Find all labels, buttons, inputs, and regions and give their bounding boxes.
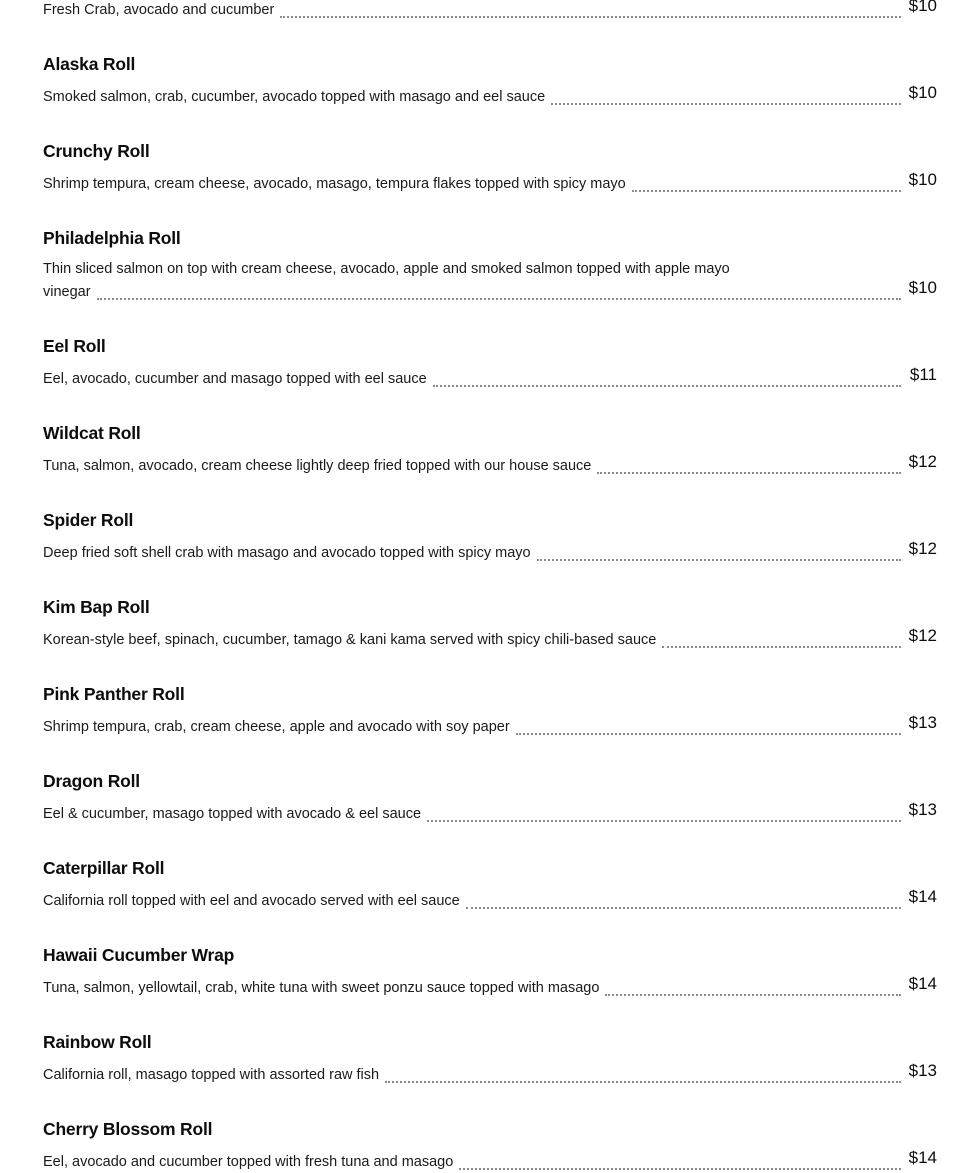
menu-item-name: Cherry Blossom Roll [43, 1119, 213, 1139]
menu-item-price: $12 [908, 626, 937, 645]
menu-item-description-row [43, 367, 937, 390]
menu-item-name: Crunchy Roll [43, 141, 150, 161]
menu-item-price: $12 [908, 539, 937, 558]
menu-item-description: Shrimp tempura, crab, cream cheese, apple and avocado with soy paper [43, 719, 510, 735]
menu-item-description: California roll topped with eel and avocado served with eel sauce [43, 893, 460, 909]
menu-item-name: Kim Bap Roll [43, 597, 150, 617]
menu-item-price: $10 [908, 170, 937, 189]
menu-item-description-row [43, 802, 937, 825]
menu-item-price: $13 [908, 800, 937, 819]
menu-item-description: Smoked salmon, crab, cucumber, avocado topped with masago and eel sauce [43, 89, 546, 105]
dotted-leader [433, 376, 901, 390]
menu-item-description-row [43, 1063, 937, 1086]
menu-item-name: Philadelphia Roll [43, 228, 181, 248]
menu-item-price: $14 [908, 887, 937, 906]
dotted-leader [605, 985, 901, 999]
menu-item-description: Eel, avocado and cucumber topped with fresh tuna and masago [43, 1154, 454, 1170]
menu-item-price: $10 [908, 278, 937, 297]
menu-item-name: Hawaii Cucumber Wrap [43, 945, 235, 965]
menu-item-description-row [43, 0, 937, 21]
dotted-leader [427, 811, 901, 825]
menu-item-description: Tuna, salmon, avocado, cream cheese lightly deep fried topped with our house sauce [43, 458, 592, 474]
menu-item-description: California roll, masago topped with assorted raw fish [43, 1067, 380, 1083]
dotted-leader [516, 724, 901, 738]
menu-item-price: $13 [908, 1061, 937, 1080]
menu-item-name: Dragon Roll [43, 771, 140, 791]
menu-item-price: $10 [908, 0, 937, 15]
dotted-leader [551, 94, 901, 108]
menu-item-description-row [43, 541, 937, 564]
menu-item-description-row [43, 715, 937, 738]
dotted-leader [537, 550, 901, 564]
menu-item-description: Tuna, salmon, yellowtail, crab, white tuna with sweet ponzu sauce topped with masago [43, 980, 600, 996]
menu-item-price: $13 [908, 713, 937, 732]
menu-item-name: Alaska Roll [43, 54, 136, 74]
dotted-leader [385, 1072, 901, 1086]
dotted-leader [662, 637, 901, 651]
menu-item-description-row [43, 85, 937, 108]
menu-item-description-row [43, 889, 937, 912]
menu-item-price: $14 [908, 1148, 937, 1167]
menu-item-description: Fresh Crab, avocado and cucumber [43, 2, 275, 18]
menu-item-description-row [43, 976, 937, 999]
dotted-leader [597, 463, 901, 477]
menu-item-price: $12 [908, 452, 937, 471]
menu-item-name: Eel Roll [43, 336, 106, 356]
menu-item-description-row [43, 172, 937, 195]
dotted-leader [466, 898, 901, 912]
menu-item-description: Thin sliced salmon on top with cream cheese, avocado, apple and smoked salmon topped with apple mayo [43, 261, 730, 277]
menu-item-price: $11 [909, 365, 937, 384]
menu-item-name: Rainbow Roll [43, 1032, 152, 1052]
menu-item-description: Eel & cucumber, masago topped with avocado & eel sauce [43, 806, 422, 822]
dotted-leader [459, 1159, 901, 1173]
menu-item-description-row [43, 454, 937, 477]
menu-item-description-row [43, 259, 937, 303]
menu-item-name: Spider Roll [43, 510, 134, 530]
menu-item-description: Korean-style beef, spinach, cucumber, tamago & kani kama served with spicy chili-based sauce [43, 632, 657, 648]
dotted-leader [632, 181, 901, 195]
menu-item-description: Shrimp tempura, cream cheese, avocado, masago, tempura flakes topped with spicy mayo [43, 176, 626, 192]
dotted-leader [280, 7, 901, 21]
menu-item-price: $10 [908, 83, 937, 102]
menu-item-name: Caterpillar Roll [43, 858, 165, 878]
menu-item-name: Pink Panther Roll [43, 684, 185, 704]
menu-item-description: Deep fried soft shell crab with masago and avocado topped with spicy mayo [43, 545, 531, 561]
menu-item-description: vinegar [43, 284, 91, 300]
menu-item-description-row [43, 628, 937, 651]
menu-item-price: $14 [908, 974, 937, 993]
menu-item-description: Eel, avocado, cucumber and masago topped with eel sauce [43, 371, 427, 387]
menu-item-name: Wildcat Roll [43, 423, 141, 443]
dotted-leader [97, 289, 901, 303]
